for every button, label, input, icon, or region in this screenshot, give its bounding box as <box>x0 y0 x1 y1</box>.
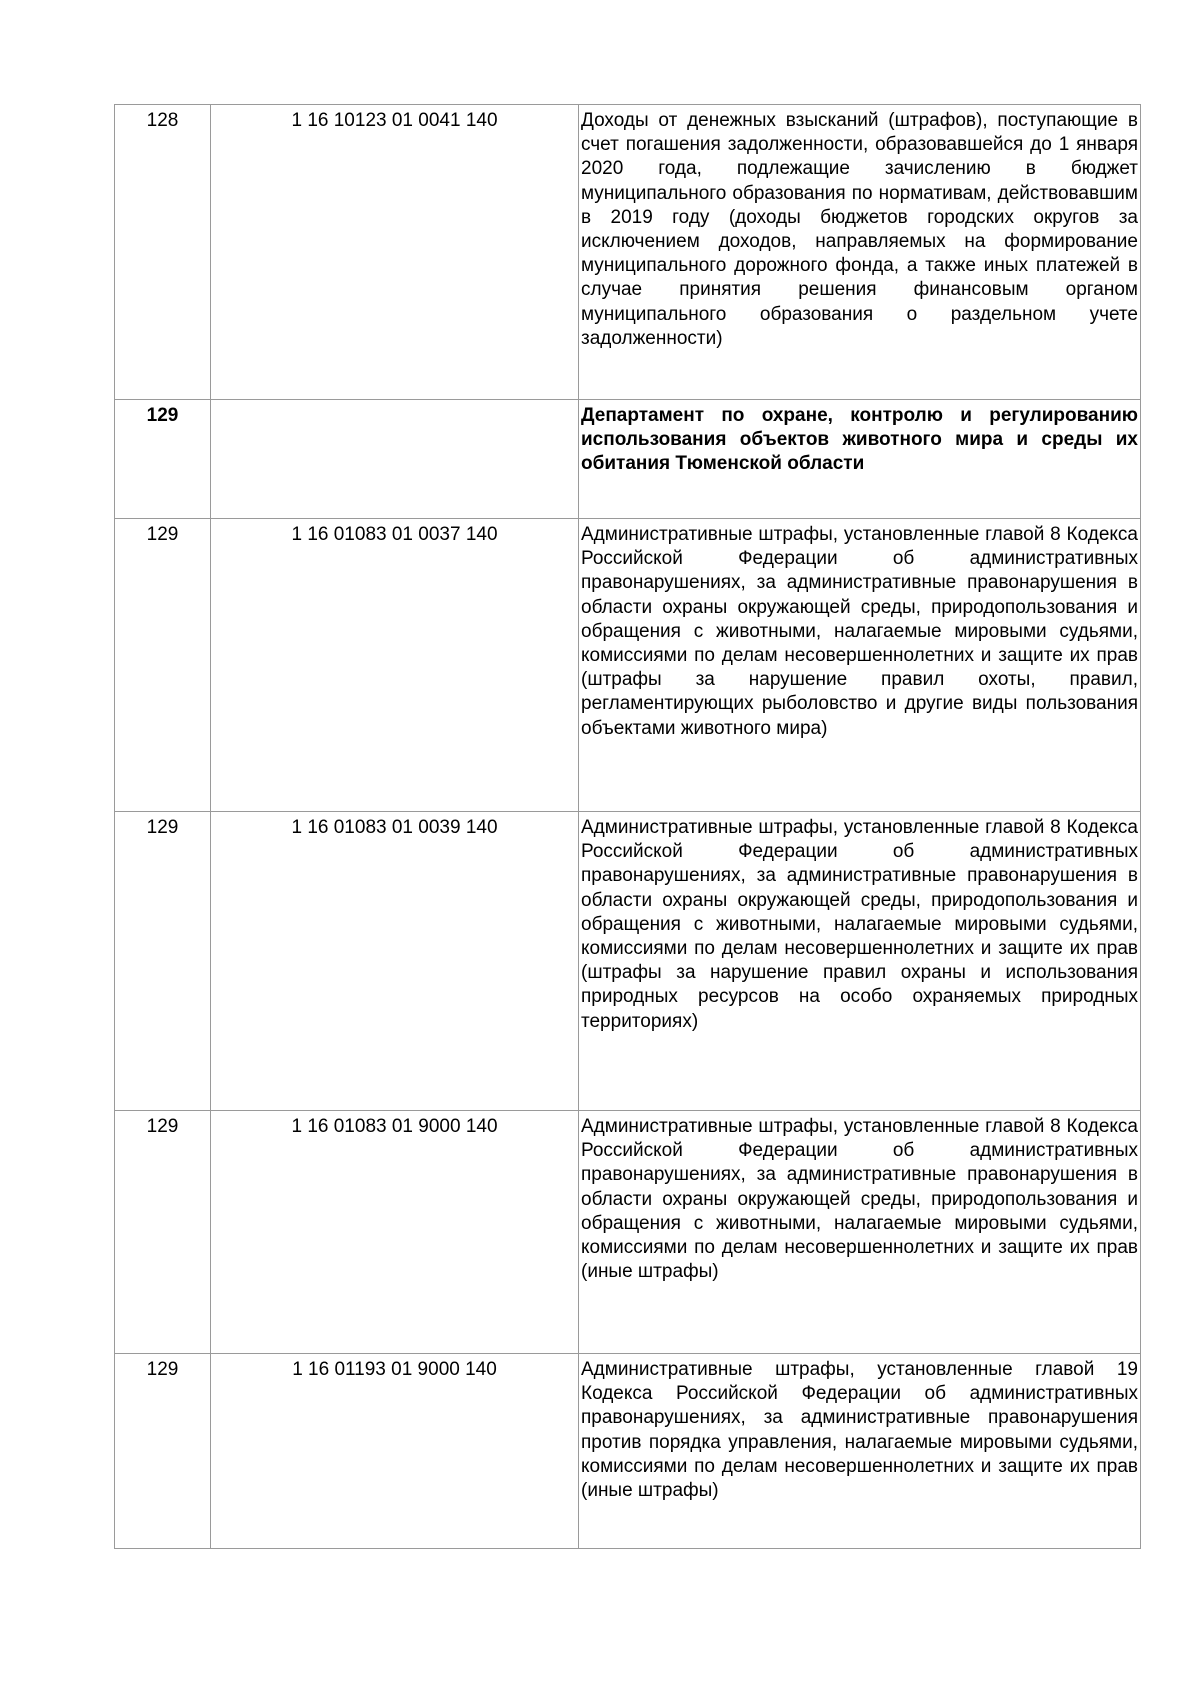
revenue-code: 1 16 10123 01 0041 140 <box>211 105 579 400</box>
revenue-code: 1 16 01083 01 0039 140 <box>211 812 579 1111</box>
row-number: 128 <box>115 105 211 400</box>
table-row <box>115 105 1141 400</box>
row-number: 129 <box>115 1111 211 1354</box>
row-description: Административные штрафы, установленные главой 8 Кодекса Российской Федерации об административных правонарушениях, за административные правонарушения в области охраны окружающей среды, природопользования и обращения с животными, налагаемые мировыми судьями, комиссиями по делам несовершеннолетних и защите их прав (штрафы за нарушение правил охраны и использования природных ресурсов на особо охраняемых природных территориях) <box>579 812 1141 1111</box>
table-row <box>115 519 1141 812</box>
row-number: 129 <box>115 812 211 1111</box>
revenue-code <box>211 400 579 519</box>
table-row <box>115 1354 1141 1549</box>
department-name: Департамент по охране, контролю и регулированию использования объектов животного мира и среды их обитания Тюменской области <box>579 400 1141 519</box>
revenue-code: 1 16 01193 01 9000 140 <box>211 1354 579 1549</box>
row-description: Административные штрафы, установленные главой 8 Кодекса Российской Федерации об административных правонарушениях, за административные правонарушения в области охраны окружающей среды, природопользования и обращения с животными, налагаемые мировыми судьями, комиссиями по делам несовершеннолетних и защите их прав (штрафы за нарушение правил охоты, правил, регламентирующих рыболовство и другие виды пользования объектами животного мира) <box>579 519 1141 812</box>
row-number: 129 <box>115 400 211 519</box>
row-description: Административные штрафы, установленные главой 8 Кодекса Российской Федерации об административных правонарушениях, за административные правонарушения в области охраны окружающей среды, природопользования и обращения с животными, налагаемые мировыми судьями, комиссиями по делам несовершеннолетних и защите их прав (иные штрафы) <box>579 1111 1141 1354</box>
revenue-code: 1 16 01083 01 0037 140 <box>211 519 579 812</box>
table-row <box>115 812 1141 1111</box>
row-number: 129 <box>115 519 211 812</box>
row-number: 129 <box>115 1354 211 1549</box>
revenue-code: 1 16 01083 01 9000 140 <box>211 1111 579 1354</box>
table-row <box>115 1111 1141 1354</box>
row-description: Административные штрафы, установленные главой 19 Кодекса Российской Федерации об административных правонарушениях, за административные правонарушения против порядка управления, налагаемые мировыми судьями, комиссиями по делам несовершеннолетних и защите их прав (иные штрафы) <box>579 1354 1141 1549</box>
row-description: Доходы от денежных взысканий (штрафов), поступающие в счет погашения задолженности, образовавшейся до 1 января 2020 года, подлежащие зачислению в бюджет муниципального образования по нормативам, действовавшим в 2019 году (доходы бюджетов городских округов за исключением доходов, направляемых на формирование муниципального дорожного фонда, а также иных платежей в случае принятия решения финансовым органом муниципального образования о раздельном учете задолженности) <box>579 105 1141 400</box>
revenue-codes-table <box>114 104 1141 1549</box>
table-row-department-header <box>115 400 1141 519</box>
